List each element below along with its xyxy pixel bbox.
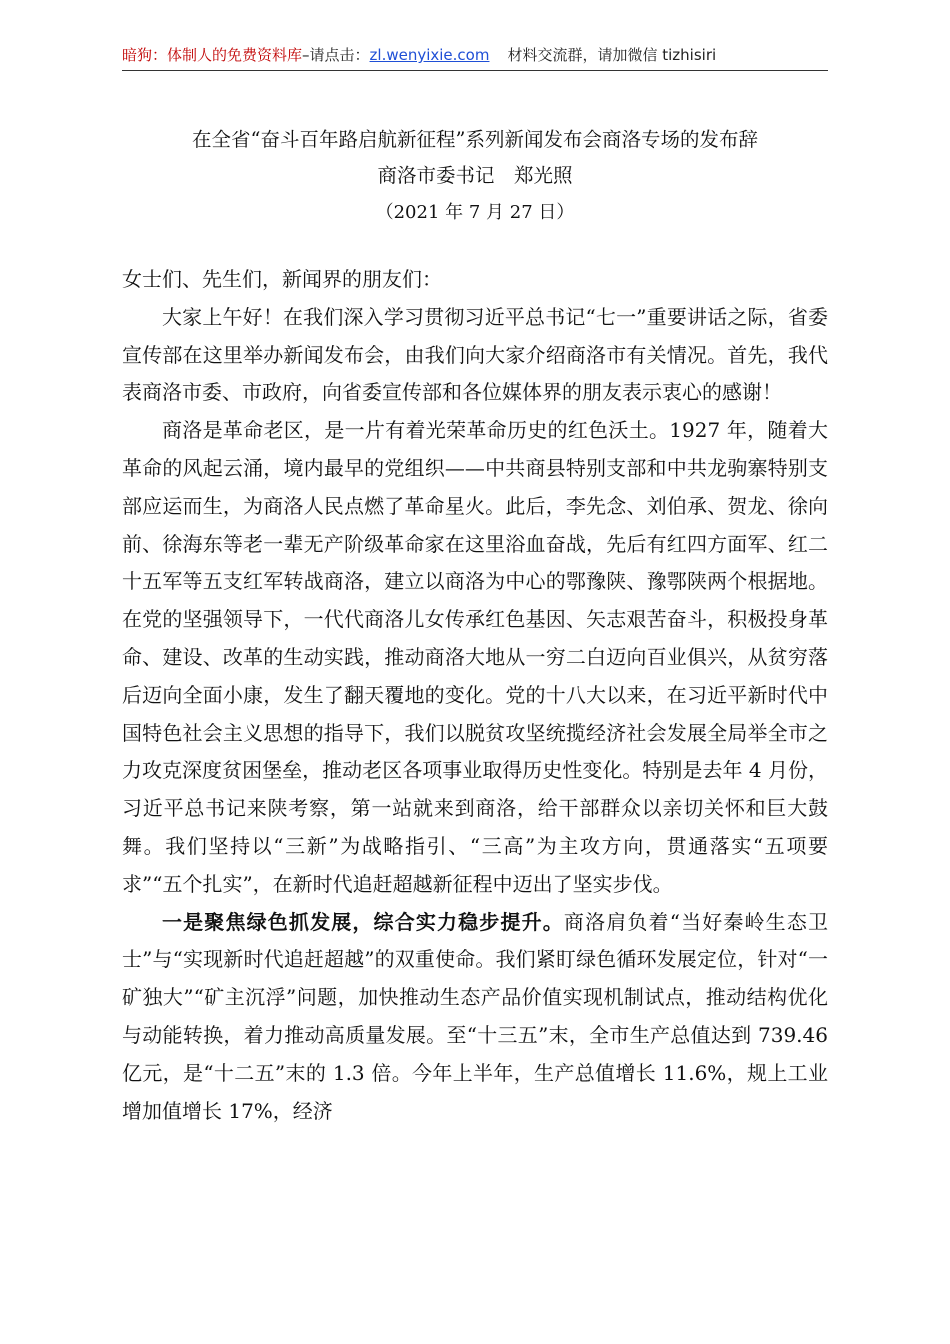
document-body	[122, 261, 828, 1130]
header-prompt: –请点击：	[302, 46, 370, 64]
header-group-note: 材料交流群，请加微信 tizhisiri	[507, 46, 717, 64]
header-brand: 暗狗：体制人的免费资料库	[122, 46, 303, 64]
page-header	[122, 44, 828, 68]
salutation: 女士们、先生们，新闻界的朋友们：	[122, 267, 442, 291]
paragraph-text: 商洛肩负着“当好秦岭生态卫士”与“实现新时代追赶超越”的双重使命。我们紧盯绿色循环发展定位，针对“一矿独大”“矿主沉浮”问题，加快推动生态产品价值实现机制试点，推动结构优化与动能转换，着力推动高质量发展。至“十三五”末，全市生产总值达到 739.46 亿元，是“十二五”末的 1.3 倍。今年上半年，生产总值增长 11.6%，规上工业增加值增长 17%，经济	[122, 909, 828, 1123]
header-divider	[122, 70, 828, 71]
header-link[interactable]: zl.wenyixie.com	[369, 46, 490, 64]
paragraph: 商洛是革命老区，是一片有着光荣革命历史的红色沃土。1927 年，随着大革命的风起云涌，境内最早的党组织——中共商县特别支部和中共龙驹寨特别支部应运而生，为商洛人民点燃了革命星火。此后，李先念、刘伯承、贺龙、徐向前、徐海东等老一辈无产阶级革命家在这里浴血奋战，先后有红四方面军、红二十五军等五支红军转战商洛，建立以商洛为中心的鄂豫陕、豫鄂陕两个根据地。在党的坚强领导下，一代代商洛儿女传承红色基因、矢志艰苦奋斗，积极投身革命、建设、改革的生动实践，推动商洛大地从一穷二白迈向百业俱兴，从贫穷落后迈向全面小康，发生了翻天覆地的变化。党的十八大以来，在习近平新时代中国特色社会主义思想的指导下，我们以脱贫攻坚统揽经济社会发展全局举全市之力攻克深度贫困堡垒，推动老区各项事业取得历史性变化。特别是去年 4 月份，习近平总书记来陕考察，第一站就来到商洛，给干部群众以亲切关怀和巨大鼓舞。我们坚持以“三新”为战略指引、“三高”为主攻方向，贯通落实“五项要求”“五个扎实”，在新时代追赶超越新征程中迈出了坚实步伐。	[122, 418, 828, 896]
document-title: 在全省“奋斗百年路启航新征程”系列新闻发布会商洛专场的发布辞	[192, 128, 758, 151]
document-author: 商洛市委书记 郑光照	[377, 164, 573, 187]
paragraph-heading: 一是聚焦绿色抓发展，综合实力稳步提升。	[162, 909, 564, 934]
paragraph	[122, 904, 828, 1131]
document-date: （2021 年 7 月 27 日）	[375, 202, 575, 223]
paragraph: 大家上午好！在我们深入学习贯彻习近平总书记“七一”重要讲话之际，省委宣传部在这里举办新闻发布会，由我们向大家介绍商洛市有关情况。首先，我代表商洛市委、市政府，向省委宣传部和各位媒体界的朋友表示衷心的感谢！	[122, 304, 828, 405]
